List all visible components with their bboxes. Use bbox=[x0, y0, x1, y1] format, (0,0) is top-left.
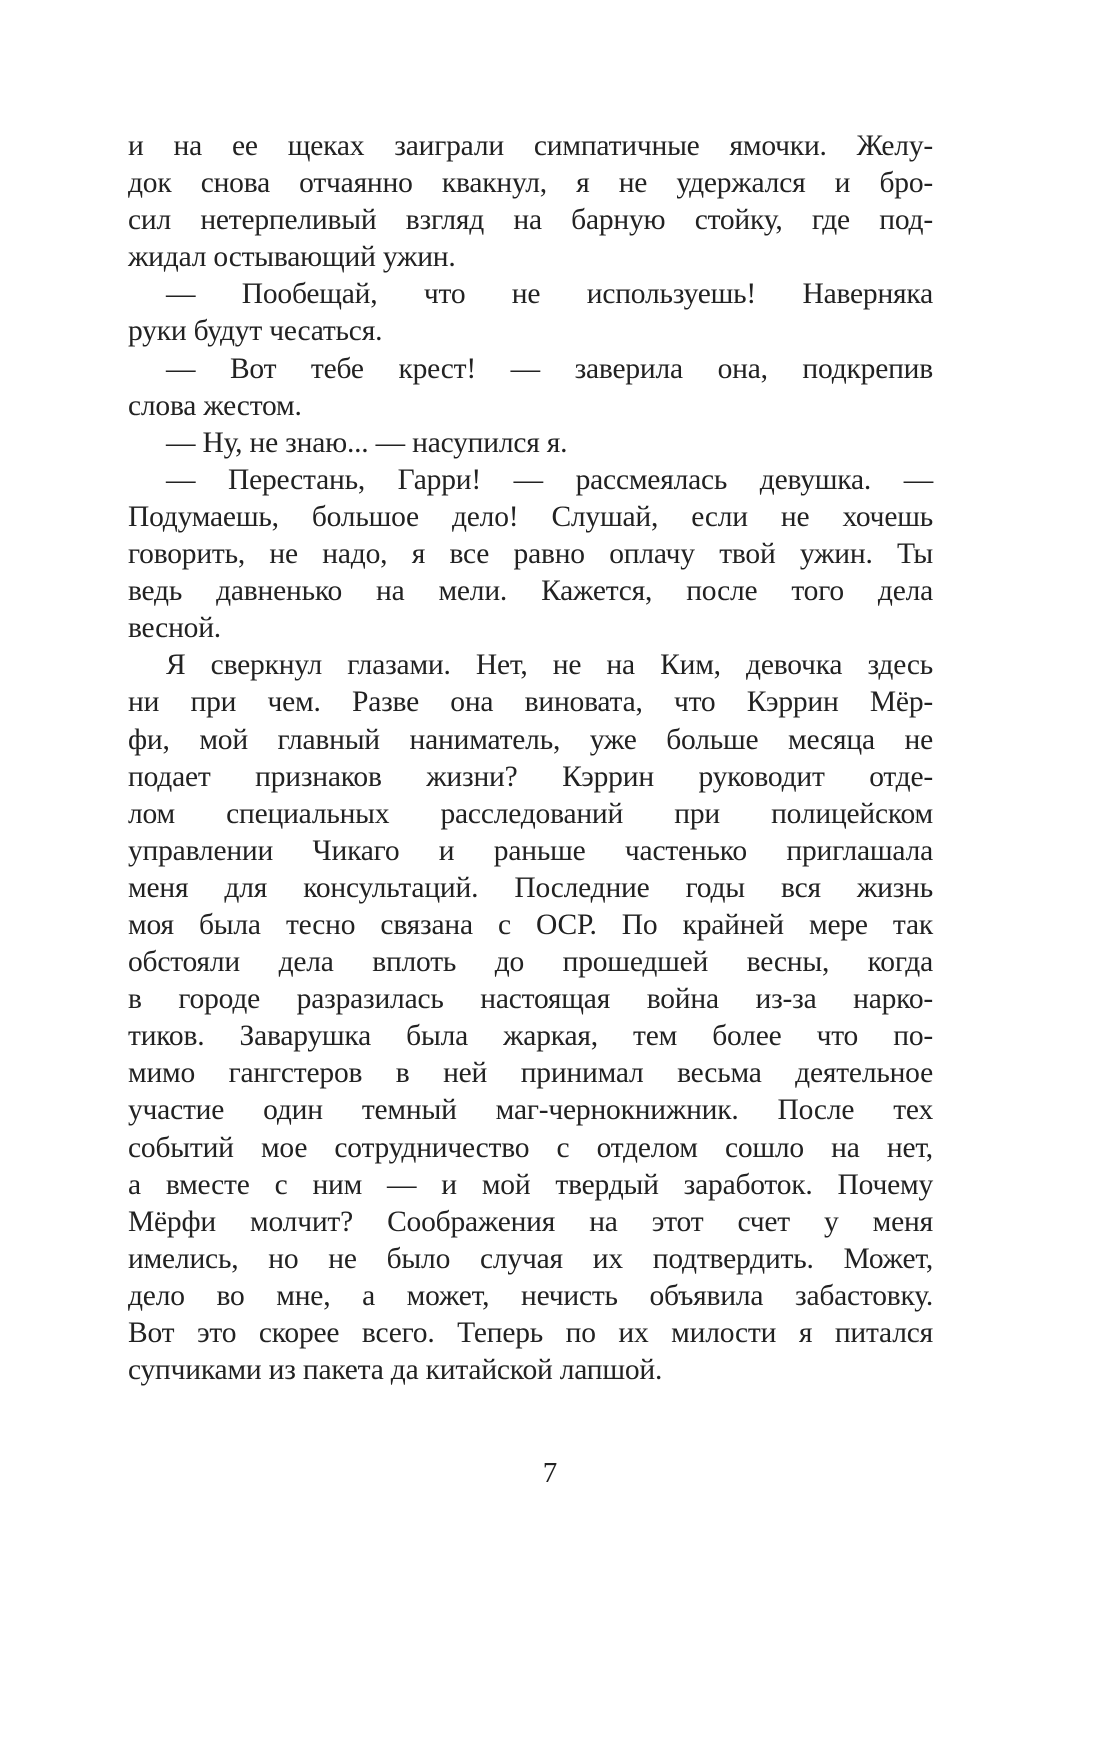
text-line: имелись, но не было случая их подтвердить. Может, bbox=[128, 1242, 933, 1275]
page-body-text bbox=[128, 128, 933, 1389]
text-line: руки будут чесаться. bbox=[128, 315, 383, 348]
text-line: ведь давненько на мели. Кажется, после того дела bbox=[128, 575, 933, 608]
text-line: подает признаков жизни? Кэррин руководит отде- bbox=[128, 760, 933, 793]
text-line: в городе разразилась настоящая война из-за нарко- bbox=[128, 983, 933, 1016]
text-line: — Ну, не знаю... — насупился я. bbox=[166, 426, 568, 459]
text-line: супчиками из пакета да китайской лапшой. bbox=[128, 1354, 663, 1387]
text-line: моя была тесно связана с ОСР. По крайней мере так bbox=[128, 908, 933, 941]
text-line: ни при чем. Разве она виновата, что Кэррин Мёр- bbox=[128, 686, 933, 719]
text-line: слова жестом. bbox=[128, 389, 302, 422]
text-line: обстояли дела вплоть до прошедшей весны, когда bbox=[128, 946, 933, 979]
text-line: и на ее щеках заиграли симпатичные ямочки. Желу- bbox=[128, 130, 933, 162]
text-line: тиков. Заварушка была жаркая, тем более что по- bbox=[128, 1020, 933, 1053]
text-line: сил нетерпеливый взгляд на барную стойку, где под- bbox=[128, 204, 933, 237]
text-line: управлении Чикаго и раньше частенько приглашала bbox=[128, 834, 933, 867]
text-line: участие один темный маг-чернокнижник. После тех bbox=[128, 1094, 933, 1127]
text-line: говорить, не надо, я все равно оплачу твой ужин. Ты bbox=[128, 538, 933, 571]
text-line: весной. bbox=[128, 612, 221, 645]
text-line: а вместе с ним — и мой твердый заработок. Почему bbox=[128, 1168, 933, 1201]
text-line: Я сверкнул глазами. Нет, не на Ким, девочка здесь bbox=[166, 649, 933, 682]
text-line: Мёрфи молчит? Соображения на этот счет у меня bbox=[128, 1205, 933, 1238]
text-line: — Пообещай, что не используешь! Наверняка bbox=[166, 278, 933, 311]
text-line: фи, мой главный наниматель, уже больше месяца не bbox=[128, 723, 933, 756]
text-line: меня для консультаций. Последние годы вся жизнь bbox=[128, 871, 933, 904]
text-line: жидал остывающий ужин. bbox=[128, 241, 456, 274]
text-line: Вот это скорее всего. Теперь по их милости я питался bbox=[128, 1317, 933, 1349]
text-line: док снова отчаянно квакнул, я не удержался и бро- bbox=[128, 167, 933, 200]
text-line: — Вот тебе крест! — заверила она, подкрепив bbox=[166, 352, 933, 385]
text-line: событий мое сотрудничество с отделом сошло на нет, bbox=[128, 1131, 933, 1164]
page-number: 7 bbox=[542, 1457, 558, 1489]
text-line: Подумаешь, большое дело! Слушай, если не хочешь bbox=[128, 500, 933, 533]
text-line: — Перестань, Гарри! — рассмеялась девушка. — bbox=[166, 463, 933, 496]
text-line: лом специальных расследований при полицейском bbox=[128, 797, 933, 830]
text-line: дело во мне, а может, нечисть объявила забастовку. bbox=[128, 1279, 933, 1312]
text-line: мимо гангстеров в ней принимал весьма деятельное bbox=[128, 1057, 933, 1090]
